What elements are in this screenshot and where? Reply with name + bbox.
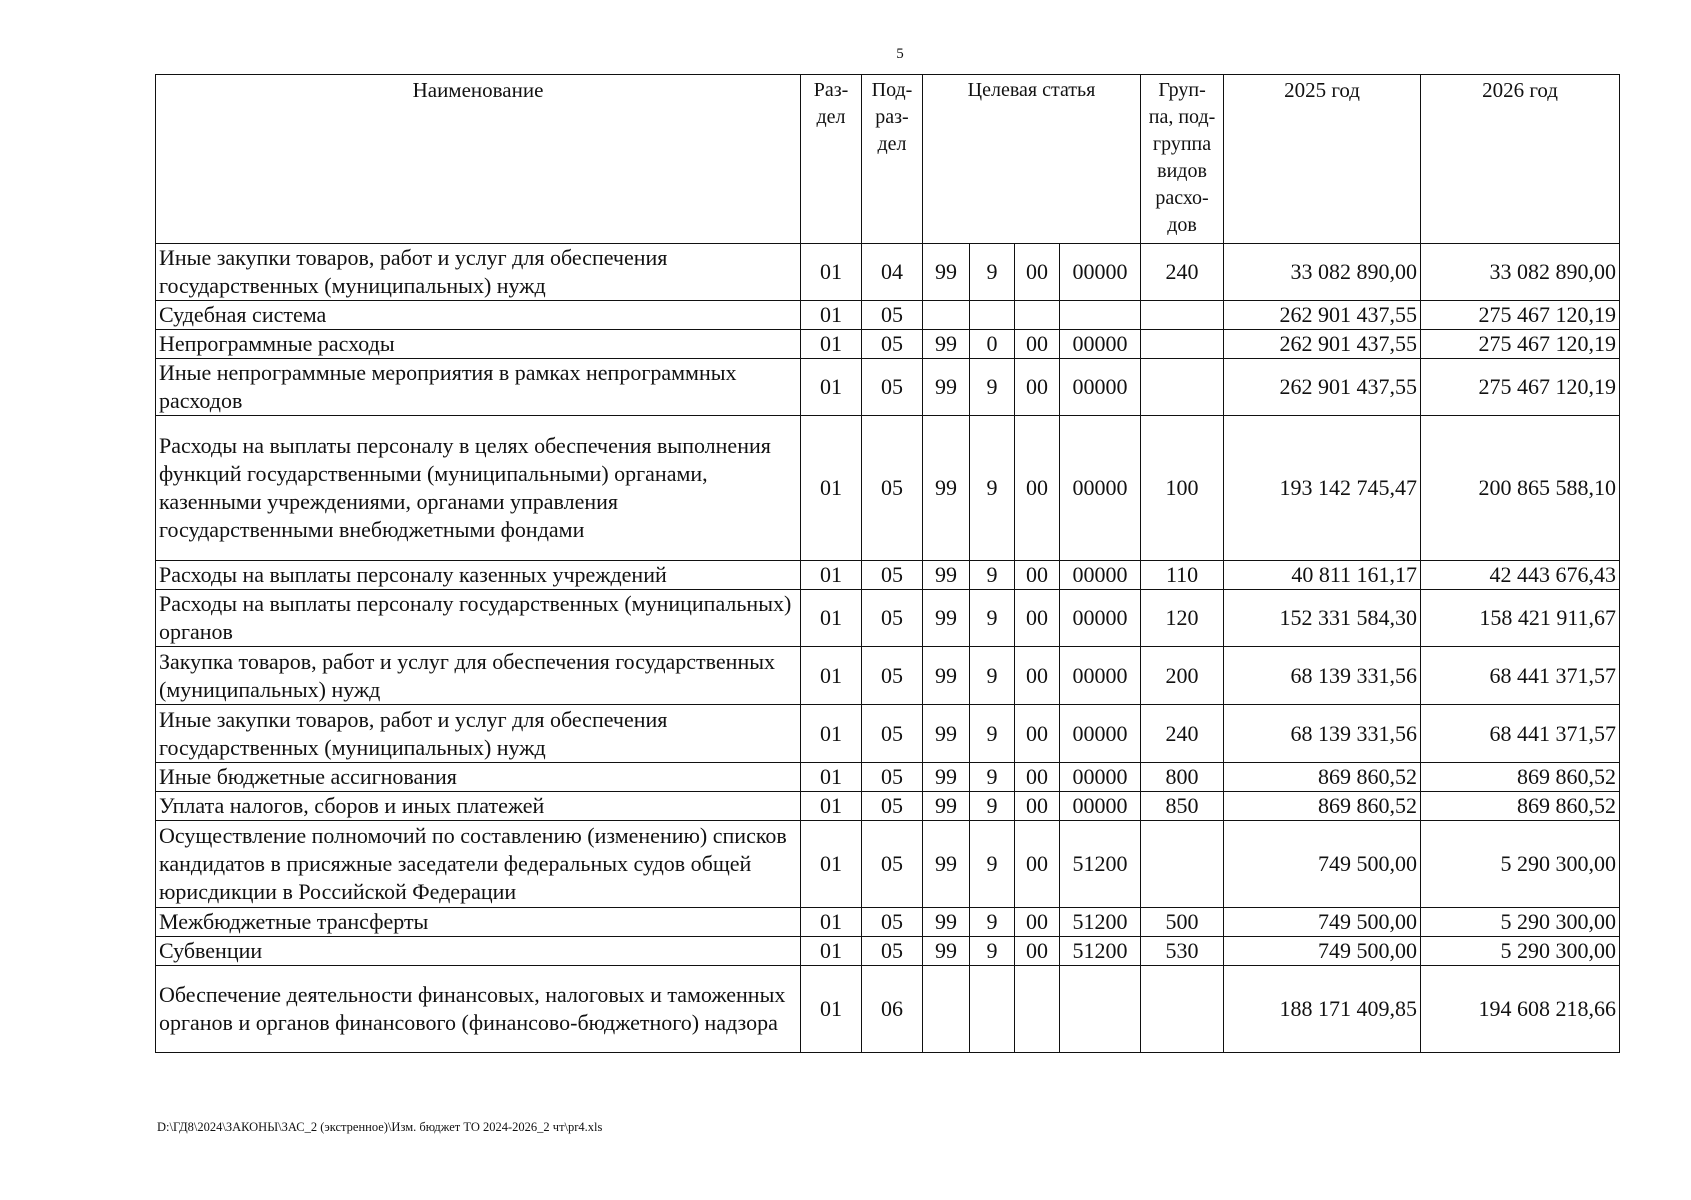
table-row [156, 301, 1620, 330]
table-row [156, 244, 1620, 301]
header-celevaya-label: Целевая статья [967, 79, 1096, 101]
row-amount-2025: 188 171 409,85 [1224, 966, 1421, 1053]
row-target-4: 00000 [1060, 244, 1141, 301]
row-amount-2026: 5 290 300,00 [1421, 821, 1620, 908]
table-header-row [156, 75, 1620, 244]
budget-table [155, 74, 1620, 1053]
header-razdel [801, 75, 862, 244]
row-target-3 [1015, 966, 1060, 1053]
row-expense-group: 200 [1141, 647, 1224, 705]
row-target-3: 00 [1015, 359, 1060, 416]
row-name: Расходы на выплаты персоналу государственных (муниципальных) органов [156, 590, 801, 647]
row-expense-group [1141, 966, 1224, 1053]
row-expense-group: 240 [1141, 244, 1224, 301]
row-amount-2025: 33 082 890,00 [1224, 244, 1421, 301]
row-target-2: 9 [970, 647, 1015, 705]
row-target-1: 99 [923, 647, 970, 705]
row-target-4: 00000 [1060, 590, 1141, 647]
row-amount-2026: 42 443 676,43 [1421, 561, 1620, 590]
row-target-1: 99 [923, 937, 970, 966]
row-target-1: 99 [923, 590, 970, 647]
table-row [156, 416, 1620, 561]
row-expense-group [1141, 821, 1224, 908]
row-target-3: 00 [1015, 908, 1060, 937]
row-name: Иные бюджетные ассигнования [156, 763, 801, 792]
row-name: Закупка товаров, работ и услуг для обеспечения государственных (муниципальных) нужд [156, 647, 801, 705]
row-razdel: 01 [801, 908, 862, 937]
file-path-footer: D:\ГД8\2024\ЗАКОНЫ\ЗАС_2 (экстренное)\Изм. бюджет ТО 2024-2026_2 чт\pr4.xls [157, 1120, 603, 1134]
row-target-4: 00000 [1060, 792, 1141, 821]
row-name: Иные закупки товаров, работ и услуг для обеспечения государственных (муниципальных) нужд [156, 244, 801, 301]
row-target-2: 9 [970, 821, 1015, 908]
header-2026 [1421, 75, 1620, 244]
row-target-3: 00 [1015, 763, 1060, 792]
header-2025 [1224, 75, 1421, 244]
table-row [156, 359, 1620, 416]
table-row [156, 966, 1620, 1053]
row-razdel: 01 [801, 792, 862, 821]
row-amount-2026: 275 467 120,19 [1421, 330, 1620, 359]
row-target-1 [923, 301, 970, 330]
header-gruppa-label: Груп- па, под- группа видов расхо- дов [1148, 79, 1216, 236]
header-podrazdel [862, 75, 923, 244]
table-row [156, 908, 1620, 937]
row-target-4: 51200 [1060, 821, 1141, 908]
header-name-label: Наименование [412, 78, 544, 102]
row-amount-2026: 869 860,52 [1421, 792, 1620, 821]
row-target-2: 9 [970, 792, 1015, 821]
row-target-3: 00 [1015, 244, 1060, 301]
row-amount-2025: 193 142 745,47 [1224, 416, 1421, 561]
row-razdel: 01 [801, 301, 862, 330]
row-target-2 [970, 966, 1015, 1053]
row-target-1: 99 [923, 561, 970, 590]
row-target-2: 9 [970, 416, 1015, 561]
header-name [156, 75, 801, 244]
row-amount-2025: 68 139 331,56 [1224, 705, 1421, 763]
row-name: Субвенции [156, 937, 801, 966]
row-target-4: 00000 [1060, 416, 1141, 561]
row-podrazdel: 05 [862, 590, 923, 647]
row-expense-group [1141, 301, 1224, 330]
row-target-4: 00000 [1060, 763, 1141, 792]
row-podrazdel: 04 [862, 244, 923, 301]
header-razdel-label: Раз- дел [813, 79, 849, 128]
row-target-2: 9 [970, 763, 1015, 792]
row-target-1: 99 [923, 705, 970, 763]
row-name: Иные непрограммные мероприятия в рамках непрограммных расходов [156, 359, 801, 416]
row-podrazdel: 05 [862, 908, 923, 937]
row-amount-2025: 869 860,52 [1224, 792, 1421, 821]
row-name: Уплата налогов, сборов и иных платежей [156, 792, 801, 821]
row-target-1 [923, 966, 970, 1053]
header-celevaya [923, 75, 1141, 244]
row-podrazdel: 05 [862, 763, 923, 792]
header-2025-label: 2025 год [1284, 78, 1360, 102]
row-amount-2025: 262 901 437,55 [1224, 301, 1421, 330]
row-amount-2026: 275 467 120,19 [1421, 359, 1620, 416]
page-number: 5 [896, 46, 904, 62]
row-razdel: 01 [801, 647, 862, 705]
row-amount-2025: 40 811 161,17 [1224, 561, 1421, 590]
row-target-3: 00 [1015, 647, 1060, 705]
row-podrazdel: 05 [862, 937, 923, 966]
row-target-2: 9 [970, 908, 1015, 937]
row-amount-2026: 275 467 120,19 [1421, 301, 1620, 330]
row-target-4: 00000 [1060, 359, 1141, 416]
table-row [156, 763, 1620, 792]
row-podrazdel: 06 [862, 966, 923, 1053]
row-target-4: 00000 [1060, 705, 1141, 763]
row-target-4: 51200 [1060, 937, 1141, 966]
table-row [156, 590, 1620, 647]
row-podrazdel: 05 [862, 792, 923, 821]
row-razdel: 01 [801, 937, 862, 966]
row-razdel: 01 [801, 416, 862, 561]
row-expense-group [1141, 330, 1224, 359]
row-target-2: 9 [970, 937, 1015, 966]
row-razdel: 01 [801, 966, 862, 1053]
header-gruppa [1141, 75, 1224, 244]
row-expense-group: 110 [1141, 561, 1224, 590]
row-target-4 [1060, 966, 1141, 1053]
row-target-3: 00 [1015, 792, 1060, 821]
row-target-3: 00 [1015, 416, 1060, 561]
row-podrazdel: 05 [862, 647, 923, 705]
row-target-3: 00 [1015, 561, 1060, 590]
header-2026-label: 2026 год [1482, 78, 1558, 102]
row-amount-2025: 749 500,00 [1224, 937, 1421, 966]
row-target-3: 00 [1015, 705, 1060, 763]
row-podrazdel: 05 [862, 301, 923, 330]
row-name: Непрограммные расходы [156, 330, 801, 359]
row-amount-2026: 200 865 588,10 [1421, 416, 1620, 561]
row-podrazdel: 05 [862, 416, 923, 561]
row-target-2: 9 [970, 590, 1015, 647]
row-amount-2025: 262 901 437,55 [1224, 359, 1421, 416]
row-target-1: 99 [923, 763, 970, 792]
row-razdel: 01 [801, 330, 862, 359]
row-amount-2025: 749 500,00 [1224, 908, 1421, 937]
row-target-2: 9 [970, 359, 1015, 416]
row-name: Расходы на выплаты персоналу в целях обеспечения выполнения функций государственными (муниципальными) органами, казенными учреждениями, органами управления государственными внебюджетными фондами [156, 416, 801, 561]
row-target-4: 51200 [1060, 908, 1141, 937]
row-name: Осуществление полномочий по составлению (изменению) списков кандидатов в присяжные заседатели федеральных судов общей юрисдикции в Российской Федерации [156, 821, 801, 908]
row-podrazdel: 05 [862, 330, 923, 359]
row-target-2 [970, 301, 1015, 330]
row-expense-group [1141, 359, 1224, 416]
row-name: Обеспечение деятельности финансовых, налоговых и таможенных органов и органов финансового (финансово-бюджетного) надзора [156, 966, 801, 1053]
row-expense-group: 500 [1141, 908, 1224, 937]
row-amount-2026: 33 082 890,00 [1421, 244, 1620, 301]
row-expense-group: 240 [1141, 705, 1224, 763]
row-target-2: 9 [970, 561, 1015, 590]
row-razdel: 01 [801, 244, 862, 301]
row-name: Межбюджетные трансферты [156, 908, 801, 937]
row-expense-group: 800 [1141, 763, 1224, 792]
row-target-4: 00000 [1060, 330, 1141, 359]
row-amount-2026: 158 421 911,67 [1421, 590, 1620, 647]
row-target-1: 99 [923, 821, 970, 908]
row-target-2: 9 [970, 244, 1015, 301]
row-target-4 [1060, 301, 1141, 330]
row-podrazdel: 05 [862, 821, 923, 908]
table-row [156, 647, 1620, 705]
row-amount-2025: 68 139 331,56 [1224, 647, 1421, 705]
row-target-1: 99 [923, 359, 970, 416]
row-amount-2026: 68 441 371,57 [1421, 647, 1620, 705]
row-target-4: 00000 [1060, 561, 1141, 590]
row-amount-2025: 152 331 584,30 [1224, 590, 1421, 647]
row-target-1: 99 [923, 330, 970, 359]
row-target-2: 0 [970, 330, 1015, 359]
row-amount-2026: 5 290 300,00 [1421, 937, 1620, 966]
row-target-1: 99 [923, 416, 970, 561]
row-target-1: 99 [923, 908, 970, 937]
row-expense-group: 850 [1141, 792, 1224, 821]
row-amount-2026: 5 290 300,00 [1421, 908, 1620, 937]
row-razdel: 01 [801, 359, 862, 416]
row-razdel: 01 [801, 590, 862, 647]
row-target-3: 00 [1015, 937, 1060, 966]
row-name: Иные закупки товаров, работ и услуг для обеспечения государственных (муниципальных) нужд [156, 705, 801, 763]
table-row [156, 821, 1620, 908]
row-expense-group: 100 [1141, 416, 1224, 561]
row-target-2: 9 [970, 705, 1015, 763]
row-target-3: 00 [1015, 821, 1060, 908]
row-amount-2025: 262 901 437,55 [1224, 330, 1421, 359]
row-target-3 [1015, 301, 1060, 330]
table-row [156, 705, 1620, 763]
row-target-1: 99 [923, 244, 970, 301]
row-target-1: 99 [923, 792, 970, 821]
row-razdel: 01 [801, 705, 862, 763]
row-podrazdel: 05 [862, 705, 923, 763]
row-amount-2025: 869 860,52 [1224, 763, 1421, 792]
row-razdel: 01 [801, 821, 862, 908]
row-name: Судебная система [156, 301, 801, 330]
table-row [156, 937, 1620, 966]
table-row [156, 792, 1620, 821]
row-target-3: 00 [1015, 590, 1060, 647]
table-row [156, 561, 1620, 590]
row-podrazdel: 05 [862, 359, 923, 416]
row-expense-group: 120 [1141, 590, 1224, 647]
row-amount-2026: 68 441 371,57 [1421, 705, 1620, 763]
row-amount-2025: 749 500,00 [1224, 821, 1421, 908]
row-target-4: 00000 [1060, 647, 1141, 705]
row-razdel: 01 [801, 763, 862, 792]
row-amount-2026: 194 608 218,66 [1421, 966, 1620, 1053]
table-row [156, 330, 1620, 359]
row-expense-group: 530 [1141, 937, 1224, 966]
row-razdel: 01 [801, 561, 862, 590]
header-podrazdel-label: Под- раз- дел [871, 79, 913, 155]
row-amount-2026: 869 860,52 [1421, 763, 1620, 792]
row-target-3: 00 [1015, 330, 1060, 359]
row-podrazdel: 05 [862, 561, 923, 590]
row-name: Расходы на выплаты персоналу казенных учреждений [156, 561, 801, 590]
